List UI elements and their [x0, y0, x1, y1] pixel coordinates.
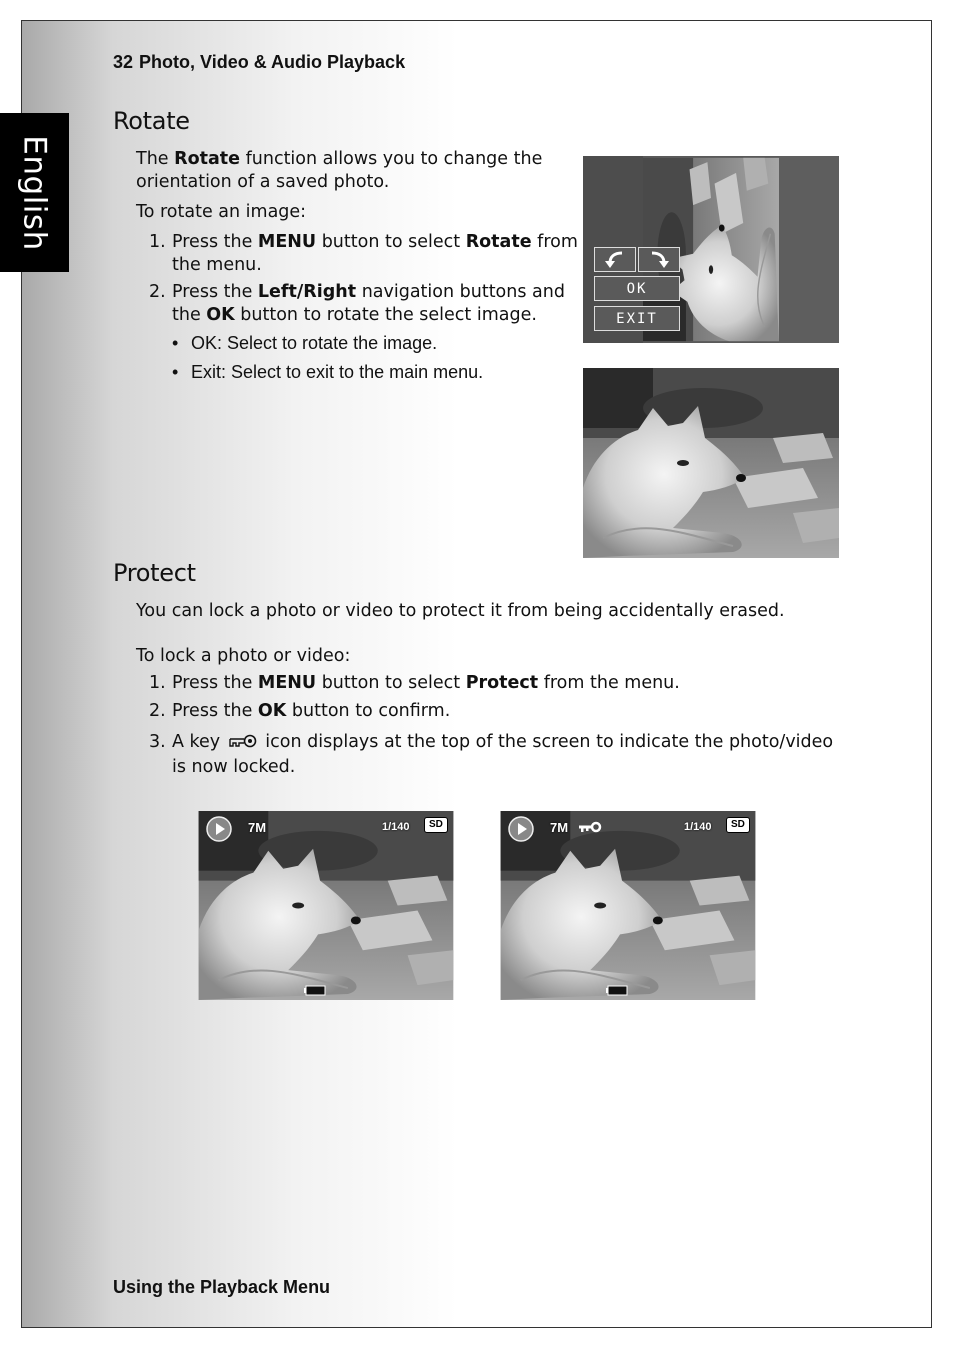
text-run: Press the: [172, 282, 258, 302]
protect-step-2: 2. Press the OK button to confirm.: [149, 701, 451, 721]
text-run: Press the: [172, 701, 258, 721]
key-icon: [228, 733, 258, 756]
sd-card-badge: SD: [726, 817, 750, 833]
text-run: button to select: [316, 232, 466, 252]
text-run: button to confirm.: [286, 701, 451, 721]
rotate-bullet-exit: • Exit: Select to exit to the main menu.: [172, 362, 484, 382]
protect-step-1: 1. Press the MENU button to select Protect from the menu.: [149, 673, 680, 693]
protect-step-3: 3. A key icon displays at the top of the screen to indicate the photo/video is now locked.: [149, 732, 834, 777]
bold-term: OK: [257, 701, 287, 721]
text-run: button to rotate the select image.: [234, 305, 537, 325]
battery-icon: [304, 985, 326, 996]
resolution-label: 7M: [248, 820, 267, 835]
sd-card-badge: SD: [424, 817, 448, 833]
page-header: [113, 52, 405, 73]
bold-term: Rotate: [465, 232, 532, 252]
image-counter: 1/140: [382, 821, 410, 833]
rotate-left-arrow-icon: [604, 251, 626, 269]
bold-term: MENU: [257, 673, 317, 693]
text-run: Press the: [172, 673, 258, 693]
text-run: button to select: [316, 673, 466, 693]
rotate-heading: Rotate: [113, 107, 190, 135]
rotate-step-1: 1. Press the MENU button to select Rotate from the menu.: [149, 232, 578, 275]
text-run: icon displays at the top of the screen to indicate the photo/video is now locked.: [172, 732, 834, 777]
image-counter: 1/140: [684, 821, 712, 833]
exit-button[interactable]: EXIT: [594, 306, 680, 331]
protect-heading: Protect: [113, 559, 196, 587]
rotate-bullet-ok: • OK: Select to rotate the image.: [172, 333, 438, 353]
rotate-bullet-exit-text: Exit: Select to exit to the main menu.: [191, 362, 484, 382]
rotate-intro: [136, 148, 556, 194]
header-title: Photo, Video & Audio Playback: [139, 52, 406, 72]
resolution-label: 7M: [550, 820, 569, 835]
rotate-how-to: To rotate an image:: [136, 202, 307, 222]
page-number: 32: [113, 52, 134, 72]
text-run: navigation buttons and the: [172, 282, 565, 325]
bold-term: Protect: [465, 673, 539, 693]
play-icon: [206, 816, 232, 842]
battery-icon: [606, 985, 628, 996]
rotate-result-photo: [583, 368, 839, 558]
bold-term: Rotate: [174, 149, 241, 169]
text-run: from the menu.: [538, 673, 680, 693]
language-tab-label: English: [16, 134, 53, 251]
rotate-menu-screenshot: [583, 156, 839, 343]
bold-term: MENU: [257, 232, 317, 252]
playback-screen-locked: [500, 811, 756, 1000]
ok-button[interactable]: OK: [594, 276, 680, 301]
rotate-step-2: 2. Press the Left/Right navigation buttons and the OK button to rotate the select image.: [149, 282, 565, 325]
playback-screen-unlocked: [198, 811, 454, 1000]
page-footer: Using the Playback Menu: [113, 1277, 331, 1297]
bold-term: Left/Right: [257, 282, 357, 302]
text-run: function allows you to change the orientation of a saved photo.: [136, 149, 543, 192]
bold-term: OK: [206, 305, 235, 325]
text-run: The: [136, 149, 175, 169]
text-run: Press the: [172, 232, 258, 252]
text-run: from the menu.: [172, 232, 578, 275]
protect-how-to: To lock a photo or video:: [136, 646, 351, 666]
key-icon: [578, 821, 602, 833]
rotate-left-button[interactable]: [594, 247, 636, 272]
rotate-right-button[interactable]: [638, 247, 680, 272]
play-icon: [508, 816, 534, 842]
language-tab: [0, 113, 69, 272]
protect-intro: You can lock a photo or video to protect it from being accidentally erased.: [136, 601, 785, 621]
rotate-right-arrow-icon: [648, 251, 670, 269]
text-run: A key: [172, 732, 226, 752]
rotate-bullet-ok-text: OK: Select to rotate the image.: [191, 333, 438, 353]
